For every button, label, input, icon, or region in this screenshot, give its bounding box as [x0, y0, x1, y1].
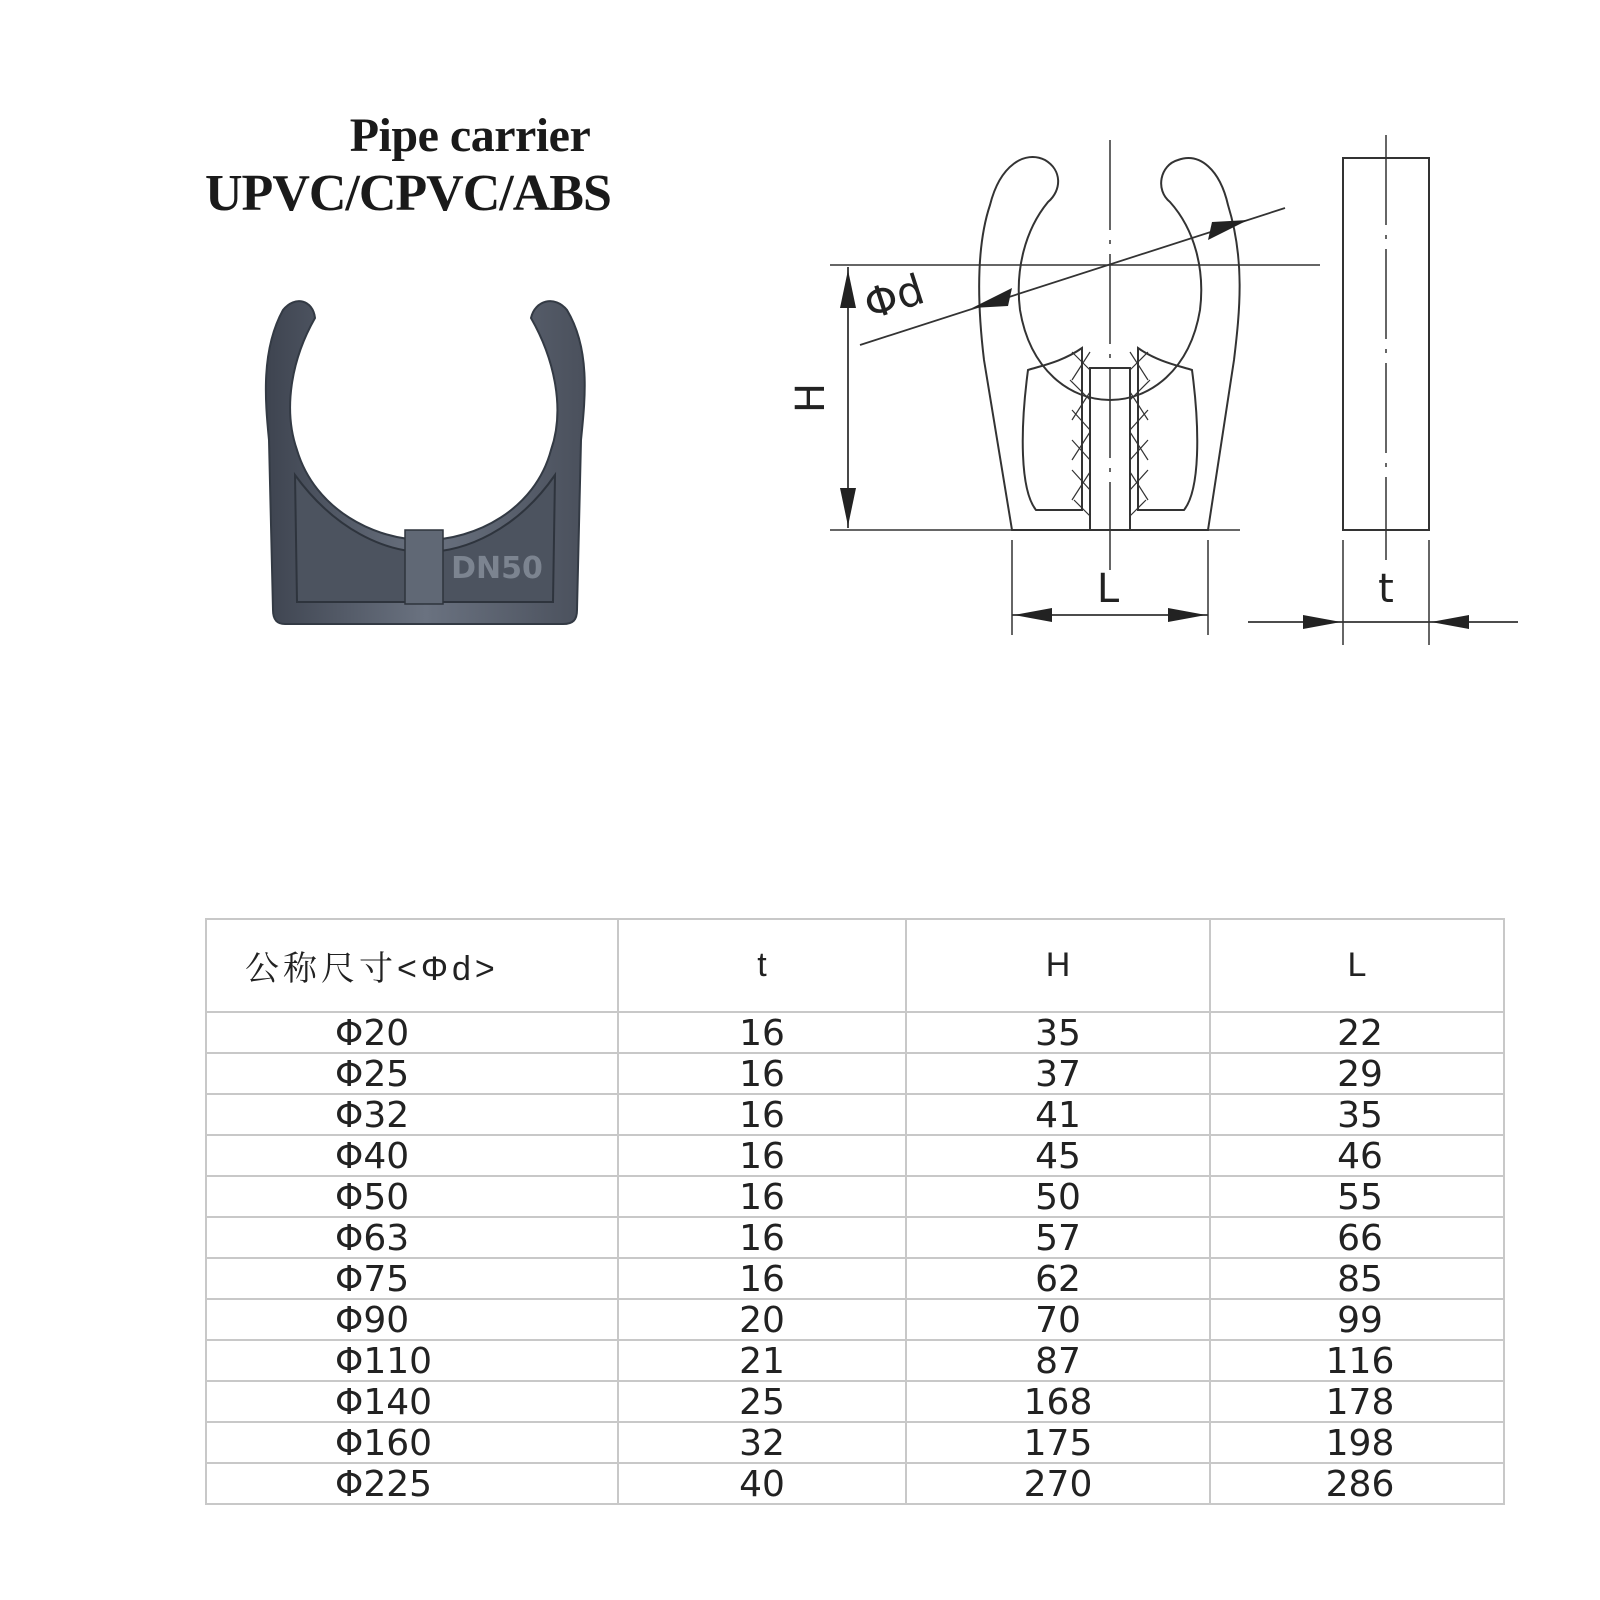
size-cell: Φ110 [206, 1340, 618, 1381]
table-row [206, 1258, 1504, 1299]
l-cell: 99 [1210, 1299, 1504, 1340]
table-row [206, 1463, 1504, 1504]
t-cell: 32 [618, 1422, 906, 1463]
l-cell: 286 [1210, 1463, 1504, 1504]
size-cell: Φ50 [206, 1176, 618, 1217]
size-cell: Φ25 [206, 1053, 618, 1094]
size-cell: Φ20 [206, 1012, 618, 1053]
t-cell: 16 [618, 1135, 906, 1176]
table-row [206, 1053, 1504, 1094]
t-cell: 16 [618, 1176, 906, 1217]
table-row [206, 1299, 1504, 1340]
t-cell: 16 [618, 1094, 906, 1135]
title-block [205, 108, 655, 224]
arrow-length-right [1168, 608, 1206, 622]
h-cell: 57 [906, 1217, 1210, 1258]
h-cell: 87 [906, 1340, 1210, 1381]
h-cell: 45 [906, 1135, 1210, 1176]
size-cell: Φ90 [206, 1299, 618, 1340]
thickness-label: t [1378, 566, 1394, 612]
size-cell: Φ160 [206, 1422, 618, 1463]
material-subtitle: UPVC/CPVC/ABS [205, 165, 611, 222]
table-row [206, 1012, 1504, 1053]
h-cell: 175 [906, 1422, 1210, 1463]
t-cell: 16 [618, 1012, 906, 1053]
column-header-nominal-size: 公称尺寸<Φd> [206, 919, 618, 1012]
table-row [206, 1422, 1504, 1463]
pipe-carrier-photo [255, 290, 595, 640]
left-recess [1023, 348, 1082, 510]
arrow-diameter-right [1208, 220, 1248, 240]
l-cell: 116 [1210, 1340, 1504, 1381]
l-cell: 46 [1210, 1135, 1504, 1176]
h-cell: 70 [906, 1299, 1210, 1340]
table-row [206, 1135, 1504, 1176]
size-cell: Φ63 [206, 1217, 618, 1258]
t-cell: 16 [618, 1258, 906, 1299]
length-label: L [1096, 566, 1120, 612]
table-row [206, 1217, 1504, 1258]
table-row [206, 1340, 1504, 1381]
table-row [206, 1381, 1504, 1422]
t-cell: 40 [618, 1463, 906, 1504]
right-recess [1138, 348, 1197, 510]
dimension-table [205, 918, 1505, 1505]
h-cell: 37 [906, 1053, 1210, 1094]
column-header-l: L [1210, 919, 1504, 1012]
arrow-height-bottom [840, 488, 856, 526]
l-cell: 35 [1210, 1094, 1504, 1135]
table-row [206, 1176, 1504, 1217]
arrow-height-top [840, 270, 856, 308]
table-row [206, 1094, 1504, 1135]
l-cell: 22 [1210, 1012, 1504, 1053]
t-cell: 25 [618, 1381, 906, 1422]
l-cell: 29 [1210, 1053, 1504, 1094]
rib-hatch-left [1070, 352, 1090, 516]
l-cell: 66 [1210, 1217, 1504, 1258]
h-cell: 41 [906, 1094, 1210, 1135]
h-cell: 62 [906, 1258, 1210, 1299]
column-header-h: H [906, 919, 1210, 1012]
t-cell: 16 [618, 1217, 906, 1258]
technical-drawing [788, 130, 1560, 670]
l-cell: 85 [1210, 1258, 1504, 1299]
h-cell: 50 [906, 1176, 1210, 1217]
l-cell: 55 [1210, 1176, 1504, 1217]
t-cell: 21 [618, 1340, 906, 1381]
arrow-thickness-right [1431, 615, 1469, 629]
table-body [206, 1012, 1504, 1504]
h-cell: 35 [906, 1012, 1210, 1053]
product-title: Pipe carrier [349, 109, 591, 162]
arrow-diameter-left [972, 288, 1012, 308]
l-cell: 198 [1210, 1422, 1504, 1463]
clip-center-rib [405, 530, 443, 604]
arrow-length-left [1014, 608, 1052, 622]
size-cell: Φ140 [206, 1381, 618, 1422]
t-cell: 16 [618, 1053, 906, 1094]
column-header-t: t [618, 919, 906, 1012]
size-cell: Φ225 [206, 1463, 618, 1504]
size-cell: Φ75 [206, 1258, 618, 1299]
h-cell: 168 [906, 1381, 1210, 1422]
size-cell: Φ32 [206, 1094, 618, 1135]
height-label: H [788, 382, 834, 414]
rib-hatch-right [1130, 352, 1150, 516]
h-cell: 270 [906, 1463, 1210, 1504]
dn-stamp: DN50 [451, 551, 543, 586]
l-cell: 178 [1210, 1381, 1504, 1422]
arrow-thickness-left [1303, 615, 1341, 629]
diameter-label: Φd [857, 264, 930, 330]
t-cell: 20 [618, 1299, 906, 1340]
table-header-row [206, 919, 1504, 1012]
size-cell: Φ40 [206, 1135, 618, 1176]
